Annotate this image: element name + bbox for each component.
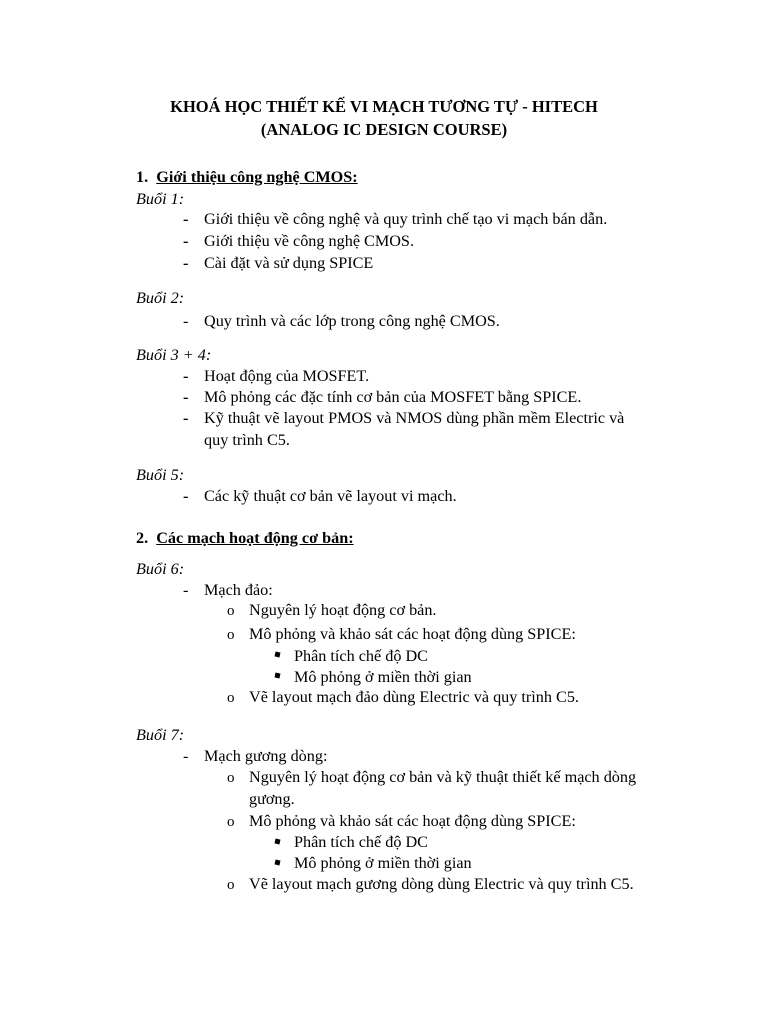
square-bullet-icon [275, 860, 281, 866]
session-label: Buổi 6: [136, 560, 185, 578]
list-item: Phân tích chế độ DC [294, 647, 428, 665]
topic-item: Mạch gương dòng: [204, 747, 328, 765]
dash-bullet: - [183, 487, 189, 505]
dash-bullet: - [183, 232, 189, 250]
dash-bullet: - [183, 581, 189, 599]
circle-bullet: o [227, 690, 235, 706]
dash-bullet: - [183, 388, 189, 406]
dash-bullet: - [183, 409, 189, 427]
circle-bullet: o [227, 603, 235, 619]
list-item: Giới thiệu về công nghệ CMOS. [204, 232, 414, 250]
topic-item: Mạch đảo: [204, 581, 273, 599]
list-item: Mô phỏng ở miền thời gian [294, 668, 472, 686]
section-number: 2. [136, 529, 149, 547]
list-item: Giới thiệu về công nghệ và quy trình chế tạo vi mạch bán dẫn. [204, 210, 608, 228]
session-label: Buổi 2: [136, 289, 185, 307]
square-bullet-icon [275, 839, 281, 845]
list-item: Vẽ layout mạch gương dòng dùng Electric và quy trình C5. [249, 875, 634, 893]
dash-bullet: - [183, 210, 189, 228]
session-label: Buổi 1: [136, 190, 185, 208]
section-title: Giới thiệu công nghệ CMOS: [156, 168, 358, 186]
section-title: Các mạch hoạt động cơ bản: [156, 529, 354, 547]
dash-bullet: - [183, 312, 189, 330]
list-item: Nguyên lý hoạt động cơ bản. [249, 601, 437, 619]
circle-bullet: o [227, 770, 235, 786]
list-item-continuation: gương. [249, 790, 295, 808]
list-item: Quy trình và các lớp trong công nghệ CMOS. [204, 312, 500, 330]
list-item: Kỹ thuật vẽ layout PMOS và NMOS dùng phần mềm Electric và [204, 409, 625, 427]
list-item: Nguyên lý hoạt động cơ bản và kỹ thuật thiết kế mạch dòng [249, 768, 637, 786]
list-item: Phân tích chế độ DC [294, 833, 428, 851]
circle-bullet: o [227, 627, 235, 643]
session-label: Buổi 3 + 4: [136, 346, 212, 364]
list-item-continuation: quy trình C5. [204, 431, 290, 449]
document-subtitle: (ANALOG IC DESIGN COURSE) [260, 120, 508, 139]
square-bullet-icon [275, 673, 281, 679]
list-item: Vẽ layout mạch đảo dùng Electric và quy trình C5. [249, 688, 579, 706]
dash-bullet: - [183, 747, 189, 765]
dash-bullet: - [183, 254, 189, 272]
list-item: Hoạt động của MOSFET. [204, 367, 370, 385]
session-label: Buổi 5: [136, 466, 185, 484]
list-item: Mô phỏng và khảo sát các hoạt động dùng SPICE: [249, 625, 576, 643]
section-1-heading [136, 167, 358, 188]
square-bullet-icon [275, 652, 281, 658]
circle-bullet: o [227, 877, 235, 893]
list-item: Cài đặt và sử dụng SPICE [204, 254, 374, 272]
session-label: Buổi 7: [136, 726, 185, 744]
list-item: Mô phỏng và khảo sát các hoạt động dùng SPICE: [249, 812, 576, 830]
section-number: 1. [136, 168, 149, 186]
circle-bullet: o [227, 814, 235, 830]
list-item: Mô phỏng ở miền thời gian [294, 854, 472, 872]
list-item: Mô phỏng các đặc tính cơ bản của MOSFET bằng SPICE. [204, 388, 582, 406]
list-item: Các kỹ thuật cơ bản vẽ layout vi mạch. [204, 487, 457, 505]
section-2-heading [136, 528, 354, 549]
dash-bullet: - [183, 367, 189, 385]
document-title: KHOÁ HỌC THIẾT KẾ VI MẠCH TƯƠNG TỰ - HITECH [170, 97, 598, 116]
